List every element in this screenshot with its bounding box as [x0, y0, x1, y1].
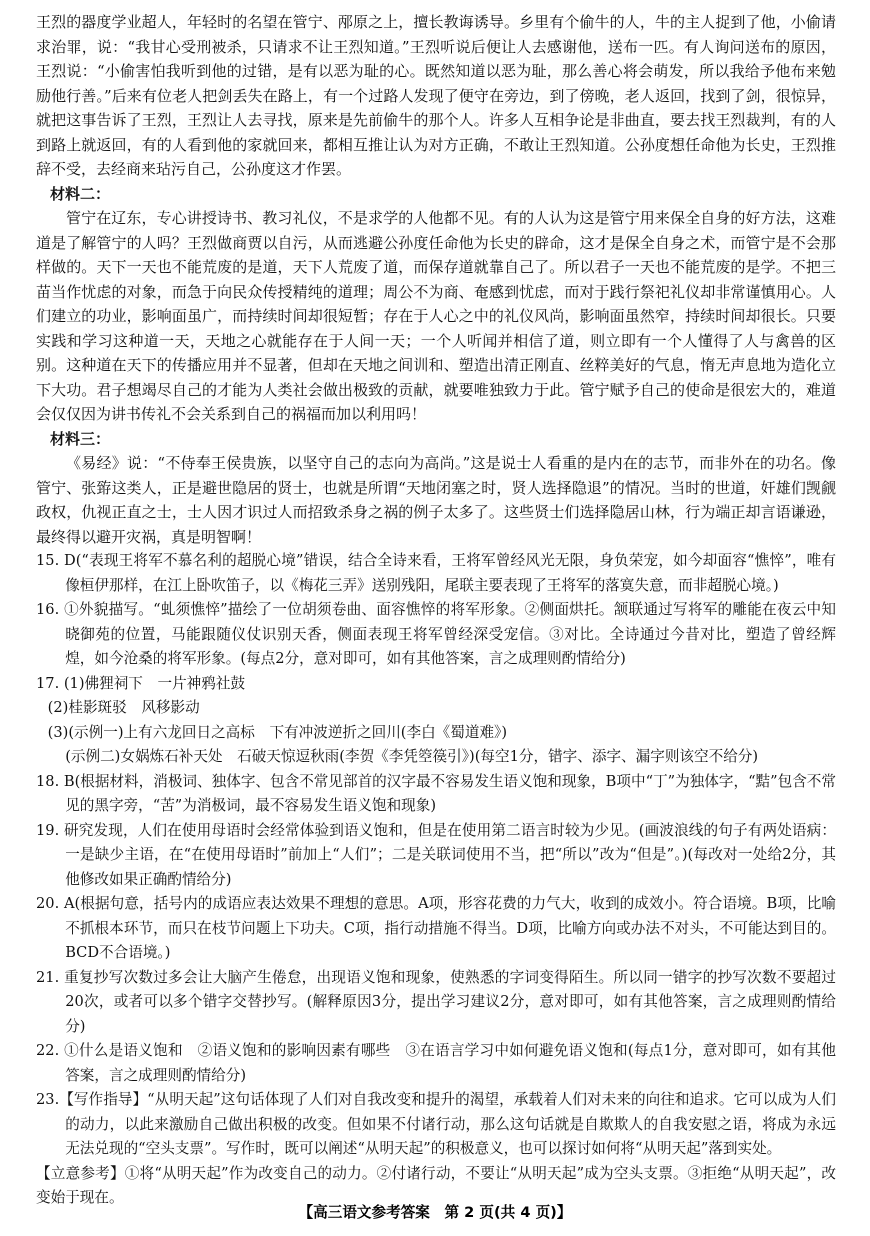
answer-22: 22. ①什么是语义饱和 ②语义饱和的影响因素有哪些 ③在语言学习中如何避免语义饱和(每点1分，意对即可，如有其他答案，言之成理则酌情给分) [36, 1042, 836, 1084]
material-2-translation: 管宁在辽东，专心讲授诗书、教习礼仪，不是求学的人他都不见。有的人认为这是管宁用来保全自身的好方法，这难道是了解管宁的人吗？王烈做商贾以自污，从而逃避公孙度任命他为长史的辟命，这才是保全自身之术，而管宁是不会那样做的。天下一天也不能荒废的是道，天下人荒废了道，而保存道就靠自己了。所以君子一天也不能荒废的是学。不把三苗当作忧虑的对象，而急于向民众传授精纯的道理；周公不为商、奄感到忧虑，而对于践行祭祀礼仪却非常谨慎用心。人们建立的功业，影响面虽广，而持续时间却很短暂；存在于人心之中的礼仪风尚，影响面虽然窄，持续时间却很长。只要实践和学习这种道一天，天地之心就能存在于人间一天；一个人听闻并相信了道，则立即有一个人懂得了人与禽兽的区别。这种道在天下的传播应用并不显著，但却在天地之间训和、塑造出清正刚直、丝粹美好的气息，惰无声息地为造化立下大功。君子想竭尽自己的才能为人类社会做出极致的贡献，就要唯独致力于此。管宁赋予自己的使命是很宏大的，难道会仅仅因为讲书传礼不会关系到自己的祸福而加以利用吗！ [36, 209, 836, 423]
page-footer: 【高三语文参考答案 第 2 页(共 4 页)】 [298, 1204, 572, 1221]
answer-18: 18. B(根据材料，消极词、独体字、包含不常见部首的汉字最不容易发生语义饱和现象，B项中“丁”为独体字，“黠”包含不常见的黑字旁，“苦”为消极词，最不容易发生语义饱和现象) [36, 772, 836, 814]
answer-17-3: (3)(示例一)上有六龙回日之高标 下有冲波逆折之回川(李白《蜀道难》) [47, 723, 508, 741]
answer-23-theme: 【立意参考】①将“从明天起”作为改变自己的动力。②付诸行动，不要让“从明天起”成为空头支票。③拒绝“从明天起”，改变始于现在。 [36, 1164, 836, 1206]
material-3-translation: 《易经》说：“不侍奉王侯贵族，以坚守自己的志向为高尚。”这是说士人看重的是内在的志节，而非外在的功名。像管宁、张臶这类人，正是避世隐居的贤士，也就是所谓“天地闭塞之时，贤人选择隐退”的情况。当时的世道，奸雄们觊觎政权，仇视正直之士，士人因才识过人而招致杀身之祸的例子太多了。这些贤士们选择隐居山林，行为端正却言语谦逊，最终得以避开灾祸，真是明智啊！ [36, 454, 836, 546]
answer-16: 16. ①外貌描写。“虬须憔悴”描绘了一位胡须卷曲、面容憔悴的将军形象。②侧面烘托。颔联通过写将军的雕能在夜云中知晓御苑的位置，马能跟随仪仗识别天香，侧面表现王将军曾经深受宠信。③对比。全诗通过今昔对比，塑造了曾经辉煌，如今沧桑的将军形象。(每点2分，意对即可，如有其他答案，言之成理则酌情给分) [36, 601, 836, 667]
answer-20: 20. A(根据句意，括号内的成语应表达效果不理想的意思。A项，形容花费的力气大，收到的成效小。符合语境。B项，比喻不抓根本环节，而只在枝节问题上下功夫。C项，指行动措施不得当。D项，比喻方向或办法不对头，不可能达到目的。BCD不合语境。) [36, 895, 836, 961]
answer-page [36, 10, 836, 1211]
material-3-heading: 材料三： [50, 429, 111, 448]
answer-15: 15. D(“表现王将军不慕名利的超脱心境”错误，结合全诗来看，王将军曾经风光无限，身负荣宠，如今却面容“憔悴”，唯有像桓伊那样，在江上卧吹笛子，以《梅花三弄》送别残阳，尾联主要表现了王将军的落寞失意，而非超脱心境。) [36, 552, 836, 594]
answer-17-3-example-2: (示例二)女娲炼石补天处 石破天惊逗秋雨(李贺《李凭箜篌引》)(每空1分，错字、添字、漏字则该空不给分) [65, 748, 759, 765]
material-2-heading: 材料二： [50, 184, 111, 203]
answer-19: 19. 研究发现，人们在使用母语时会经常体验到语义饱和，但是在使用第二语言时较为少见。(画波浪线的句子有两处语病：一是缺少主语，在“在使用母语时”前加上“人们”；二是关联词使用不当，把“所以”改为“但是”。)(每改对一处给2分，其他修改如果正确酌情给分) [36, 821, 836, 888]
answer-17-1: 17. (1)佛狸祠下 一片神鸦社鼓 [36, 674, 246, 692]
answer-17-2: (2)桂影斑驳 风移影动 [47, 699, 200, 716]
answer-list [36, 549, 836, 1211]
material-1-translation: 王烈的器度学业超人，年轻时的名望在管宁、邴原之上，擅长教诲诱导。乡里有个偷牛的人，牛的主人捉到了他，小偷请求治罪，说：“我甘心受刑被杀，只请求不让王烈知道。”王烈听说后便让人去感谢他，送布一匹。有人询问送布的原因，王烈说：“小偷害怕我听到他的过错，是有以恶为耻的心。既然知道以恶为耻，那么善心将会萌发，所以我给予他布来勉励他行善。”后来有位老人把剑丢失在路上，有一个过路人发现了便守在旁边，到了傍晚，老人返回，找到了剑，很惊异，就把这事告诉了王烈，王烈让人去寻找，原来是先前偷牛的那个人。许多人互相争论是非曲直，要去找王烈裁判，有的人到路上就返回，有的人看到他的家就回来，都相互推让认为对方正确，不敢让王烈知道。公孙度想任命他为长史，王烈推辞不受，去经商来玷污自己，公孙度这才作罢。 [36, 13, 836, 178]
answer-23-guidance: 23.【写作指导】“从明天起”这句话体现了人们对自我改变和提升的渴望，承载着人们对未来的向往和追求。它可以成为人们的动力，以此来激励自己做出积极的改变。但如果不付诸行动，那么这句话就是自欺欺人的自我安慰之语，将成为永远无法兑现的“空头支票”。写作时，既可以阐述“从明天起”的积极意义，也可以探讨如何将“从明天起”落到实处。 [36, 1091, 836, 1157]
answer-21: 21. 重复抄写次数过多会让大脑产生倦怠，出现语义饱和现象，使熟悉的字词变得陌生。所以同一错字的抄写次数不要超过20次，或者可以多个错字交替抄写。(解释原因3分，提出学习建议2分，意对即可，如有其他答案，言之成理则酌情给分) [36, 968, 836, 1035]
